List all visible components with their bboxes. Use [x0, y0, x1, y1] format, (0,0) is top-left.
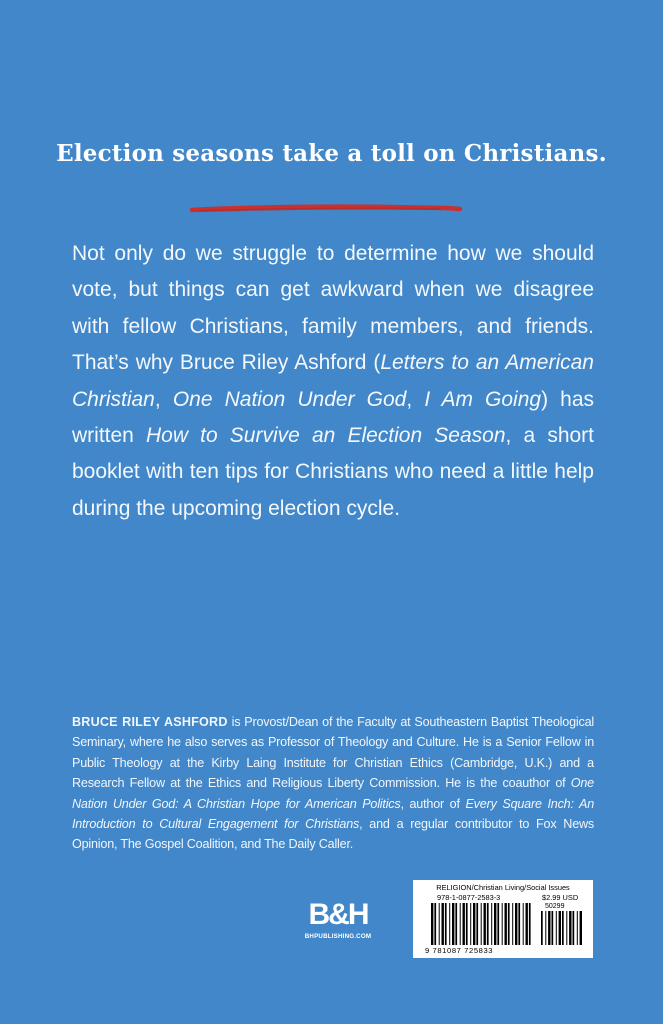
- book-title: One Nation Under God: A Christian Hope for American Politics: [72, 776, 594, 811]
- book-title: Every Square Inch: An Introduction to Cultural Engagement for Christians: [72, 796, 594, 832]
- headline: Election seasons take a toll on Christians.: [56, 140, 607, 167]
- isbn-label: 978-1-0877-2583-3: [437, 893, 501, 902]
- price-label: $2.99 USD: [542, 893, 579, 902]
- book-title: How to Survive an Election Season: [146, 424, 506, 448]
- publisher-url: BHPUBLISHING.COM: [304, 933, 372, 940]
- red-underline: [190, 203, 462, 215]
- barcode-panel: [413, 880, 593, 958]
- publisher-logo: [298, 900, 378, 940]
- author-name: BRUCE RILEY ASHFORD: [72, 715, 228, 729]
- book-title: One Nation Under God: [172, 387, 407, 411]
- bh-logo-mark: B&H: [308, 898, 368, 931]
- author-bio: BRUCE RILEY ASHFORD is Provost/Dean of the Faculty at Southeastern Baptist Theological Seminary, where he also serves as Professor of Theology and Culture. He is a Senior Fellow in Public Theology at the Kirby Laing Institute for Christian Ethics (Cambridge, U.K.) and a Research Fellow at the Ethics and Religious Liberty Commission. He is the coauthor of One Nation Under God: A Christian Hope for American Politics, author of Every Square Inch: An Introduction to Cultural Engagement for Christians, and a regular contributor to Fox News Opinion, The Gospel Coalition, and The Daily Caller.: [72, 715, 594, 852]
- addon-number: 50299: [545, 903, 565, 910]
- book-title: Letters to an American Christian: [72, 351, 594, 411]
- book-description: Not only do we struggle to determine how we should vote, but things can get awkward when we disagree with fellow Christians, family members, and friends. That’s why Bruce Riley Ashford (Letters to an American Christian, One Nation Under God, I Am Going) has written How to Survive an Election Season, a short booklet with ten tips for Christians who need a little help during the upcoming election cycle.: [72, 242, 595, 520]
- barcode-number: 9 781087 725833: [425, 946, 494, 955]
- category-label: RELIGION/Christian Living/Social Issues: [436, 883, 570, 892]
- book-title: I Am Going: [424, 387, 542, 411]
